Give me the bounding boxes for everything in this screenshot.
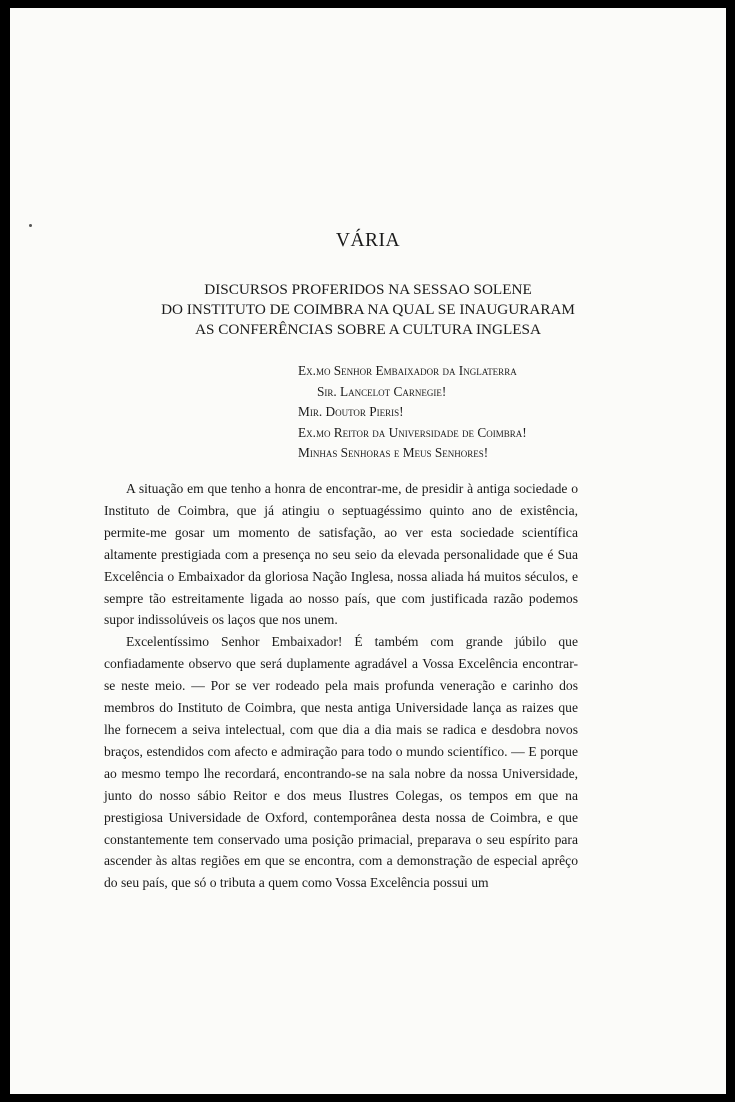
salutation-line: Sir. Lancelot Carnegie! xyxy=(317,383,447,399)
salutation-line: Minhas Senhoras e Meus Senhores! xyxy=(298,445,489,460)
body-text xyxy=(104,478,578,894)
page-title: VÁRIA xyxy=(335,230,401,251)
salutation-block xyxy=(298,361,527,464)
salutation-line: Ex.mo Senhor Embaixador da Inglaterra xyxy=(298,363,517,378)
document-page xyxy=(10,8,726,1094)
salutation-line: Mir. Doutor Pieris! xyxy=(298,404,404,419)
subtitle-line: DO INSTITUTO DE COIMBRA NA QUAL SE INAUGURARAM xyxy=(161,301,575,318)
salutation-line: Ex.mo Reitor da Universidade de Coimbra! xyxy=(298,424,527,440)
subtitle-line: AS CONFERÊNCIAS SOBRE A CULTURA INGLESA xyxy=(195,321,541,338)
subtitle xyxy=(10,280,726,340)
paragraph: Excelentíssimo Senhor Embaixador! É também com grande júbilo que confiadamente observo que será duplamente agradável a Vossa Excelência encontrar-se neste meio. — Por se ver rodeado pela mais profunda veneração e carinho dos membros do Instituto de Coimbra, que nesta antiga Universidade lança as raizes que lhe fornecem a seiva intelectual, com que dia a dia mais se radica e desdobra novos braços, estendidos com afecto e admiração para todo o mundo scientífico. — E porque ao mesmo tempo lhe recordará, encontrando-se na sala nobre da nossa Universidade, junto do nosso sábio Reitor e dos meus Ilustres Colegas, os tempos em que na prestigiosa Universidade de Oxford, contemporânea desta nossa de Coimbra, e que constantemente tem conservado uma posição primacial, preparava o seu espírito para ascender às altas regiões em que se encontra, com a demonstração de especial aprêço do seu país, que só o tributa a quem como Vossa Excelência possui um xyxy=(104,634,578,891)
margin-dot-mark xyxy=(29,224,32,227)
subtitle-line: DISCURSOS PROFERIDOS NA SESSAO SOLENE xyxy=(204,281,532,298)
paragraph: A situação em que tenho a honra de encontrar-me, de presidir à antiga sociedade o Instituto de Coimbra, que já atingiu o septuagéssimo quinto ano de existência, permite-me gosar um momento de satisfação, ao ver esta sociedade scientífica altamente prestigiada com a presença no seu seio da elevada personalidade que é Sua Excelência o Embaixador da gloriosa Nação Inglesa, nossa aliada há muitos séculos, e sempre tão estreitamente ligada ao nosso país, que com justificada razão podemos supor indissolúveis os laços que nos unem. xyxy=(104,481,578,628)
